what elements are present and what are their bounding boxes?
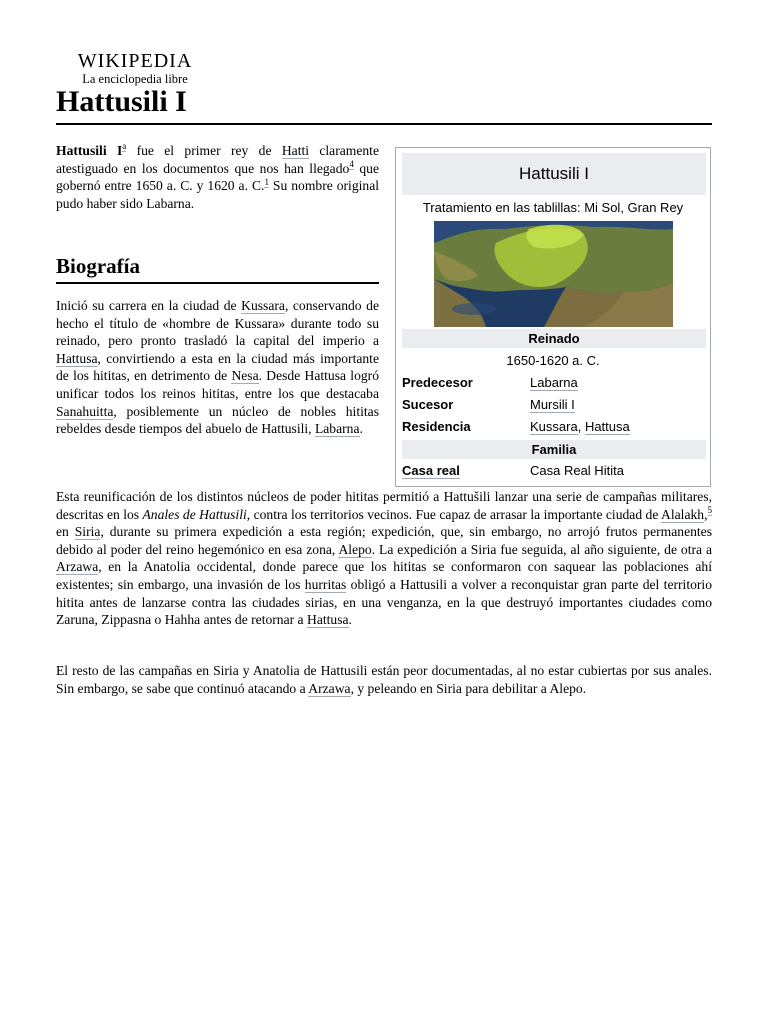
infobox-successor-label: Sucesor (402, 397, 454, 412)
logo-wordmark: WIKIPEDIA (77, 50, 193, 72)
biography-paragraph-3: El resto de las campañas en Siria y Anatolia de Hattusili están peor documentadas, al no estar cubiertas por sus anales. Sin embargo, se sabe que continuó atacando a Arzawa, y peleando en Siria para debilitar a Alepo. (56, 663, 712, 696)
logo-tagline: La enciclopedia libre (82, 72, 188, 86)
link-hurritas[interactable]: hurritas (304, 576, 347, 592)
infobox-subtitle: Tratamiento en las tablillas: Mi Sol, Gran Rey (422, 200, 684, 215)
note-ref-5[interactable]: 5 (707, 505, 712, 516)
infobox-predecessor-label: Predecesor (402, 375, 473, 390)
link-arzawa-2[interactable]: Arzawa (308, 680, 351, 696)
infobox-house-value: Casa Real Hitita (530, 463, 624, 478)
intro-paragraph: Hattusili $I^a$ fue el primer rey de Hatti claramente atestiguado en los documentos que nos han llegado$^4$ que gobernó entre 1650 a. C. y 1620 a. C.$^1$ Su nombre original pudo haber sido Labarna. (56, 141, 380, 211)
link-alalakh[interactable]: Alalakh (661, 506, 705, 522)
anales-title: Anales de Hattusili (142, 506, 247, 522)
infobox-reign-value: 1650-1620 a. C. (506, 353, 600, 368)
link-mursili-infobox[interactable]: Mursili I (530, 397, 575, 412)
link-hattusa-2[interactable]: Hattusa (307, 612, 349, 628)
biography-paragraph-1: Inició su carrera en la ciudad de Kussara, conservando de hecho el título de «hombre de Kussara» durante todo su reinado, pero pronto trasladó la capital del imperio a Hattusa, convirtiendo a esta en la ciudad más importante de los hititas, en detrimento de Nesa. Desde Hattusa logró unificar todos los reinos hititas, entre los que destacaba Sanahuitta, posiblemente un núcleo de nobles hititas rebeldes desde tiempos del abuelo de Hattusili, Labarna. (56, 298, 379, 437)
link-arzawa[interactable]: Arzawa (56, 559, 99, 575)
note-ref-4[interactable]: 4 (349, 159, 354, 170)
link-siria[interactable]: Siria (74, 524, 101, 540)
infobox-residence-label: Residencia (402, 419, 471, 434)
link-casa-real[interactable]: Casa real (402, 463, 460, 478)
link-alepo[interactable]: Alepo (338, 541, 372, 557)
biography-paragraph-2: Esta reunificación de los distintos núcleos de poder hititas permitió a Hattušili lanzar una serie de campañas militares, descritas en los Anales de Hattusili, contra los territorios vecinos. Fue capaz de arrasar la importante ciudad de Alalakh,$^5$ en Siria, durante su primera expedición a esta región; expedición, que, sin embargo, no arrojó frutos permanentes debido al poder del reino hegemónico en esa zona, Alepo. La expedición a Siria fue seguida, al año siguiente, de otra a Arzawa, en la Anatolia occidental, donde parece que los hititas se conformaron con saquear las poblaciones ahí existentes; sin embargo, una invasión de los hurritas obligó a Hattusili a volver a reconquistar gran parte del territorio hitita antes de lanzarse contra las ciudades sirias, en una venganza, en la que destruyó importantes ciudades como Zaruna, Zippasna o Hahha antes de retornar a Hattusa. (56, 489, 712, 628)
link-hatti[interactable]: Hatti (281, 143, 310, 158)
link-hattusa[interactable]: Hattusa (56, 350, 98, 366)
link-hattusa-infobox[interactable]: Hattusa (584, 419, 630, 434)
infobox-title: Hattusili I (402, 153, 706, 195)
title-divider (56, 123, 712, 125)
hittite-map-image[interactable] (434, 221, 673, 327)
infobox-band-reinado: Reinado (402, 329, 706, 348)
note-ref-a[interactable]: a (122, 141, 127, 152)
section-divider (56, 282, 379, 284)
link-kussara-infobox[interactable]: Kussara (530, 419, 578, 434)
note-ref-1[interactable]: 1 (264, 176, 269, 187)
infobox-band-familia: Familia (402, 440, 706, 459)
page-title: Hattusili I (56, 85, 187, 118)
link-labarna[interactable]: Labarna (314, 421, 360, 437)
infobox: Hattusili I Tratamiento en las tablillas: Mi Sol, Gran Rey Reinado 1650-1620 a. C. Predecesor Labarna Sucesor Mursili I Residencia Kussara, Hattusa Familia Casa real Casa Real Hitita (395, 147, 711, 487)
wikipedia-logo[interactable] (75, 50, 195, 86)
link-nesa[interactable]: Nesa (231, 368, 259, 384)
link-sanahuitta[interactable]: Sanahuitta (56, 403, 114, 419)
link-labarna-infobox[interactable]: Labarna (530, 375, 578, 390)
link-kussara[interactable]: Kussara (241, 298, 285, 313)
intro-subject: Hattusili I (56, 143, 123, 158)
section-heading-biografia: Biografía (56, 254, 140, 278)
